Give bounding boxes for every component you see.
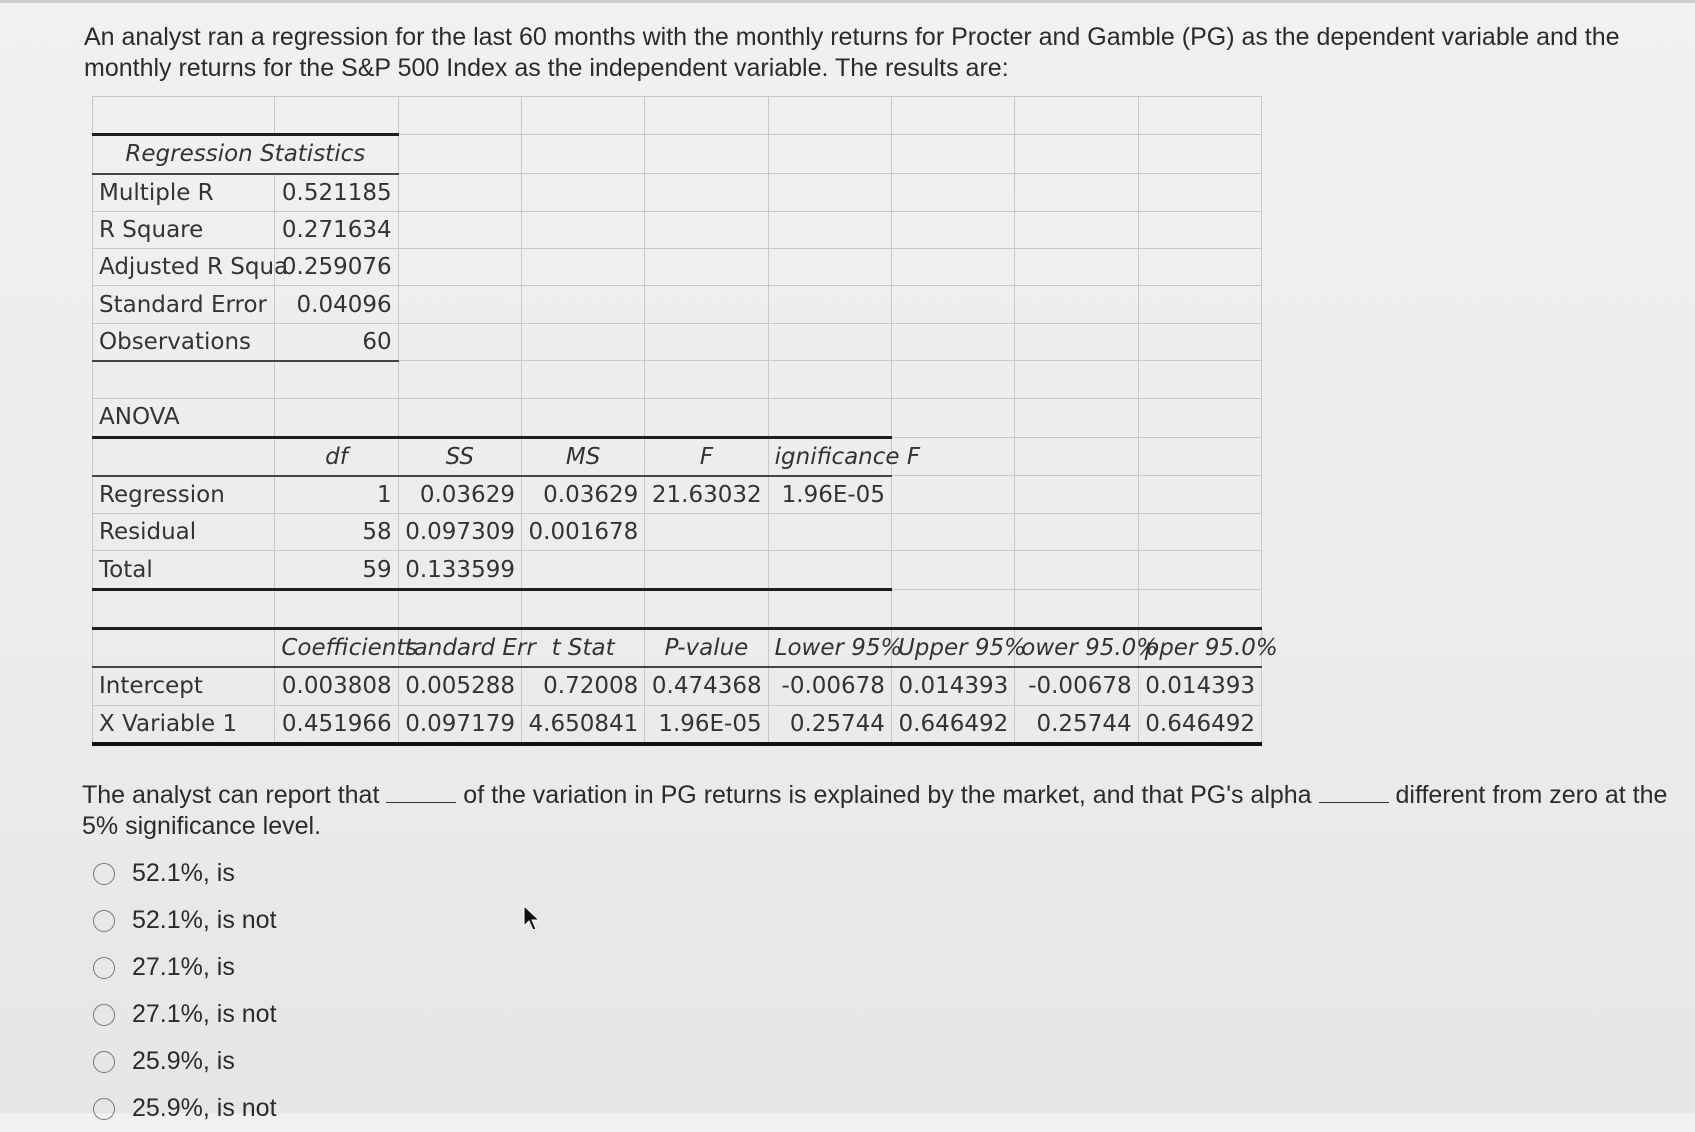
radio-button[interactable] <box>93 863 115 885</box>
coef-header: P-value <box>645 629 768 668</box>
coef-value: -0.00678 <box>768 667 891 705</box>
table-row <box>93 286 1262 323</box>
table-row <box>93 174 1262 212</box>
stat-value: 0.04096 <box>275 286 398 323</box>
anova-f <box>645 551 768 589</box>
answer-option[interactable] <box>93 897 277 944</box>
anova-sig: 1.96E-05 <box>768 476 891 514</box>
stat-label: Observations <box>93 323 275 361</box>
option-label: 25.9%, is not <box>132 1094 277 1122</box>
radio-button[interactable] <box>93 957 115 979</box>
coef-value: 0.003808 <box>275 667 398 705</box>
anova-header-ms: MS <box>521 437 644 476</box>
anova-ms <box>521 551 644 589</box>
table-row <box>93 249 1262 286</box>
anova-row-label: Total <box>93 551 275 589</box>
table-row <box>93 667 1262 705</box>
coef-value: 0.451966 <box>275 705 398 744</box>
coef-value: -0.00678 <box>1015 667 1138 705</box>
option-label: 27.1%, is <box>132 953 235 981</box>
option-label: 27.1%, is not <box>132 1000 277 1028</box>
anova-f <box>645 514 768 551</box>
anova-header-f: F <box>645 437 768 476</box>
coef-value: 0.474368 <box>645 667 768 705</box>
question-prompt <box>82 778 1682 842</box>
anova-sig <box>768 551 891 589</box>
answer-blank <box>1319 778 1389 803</box>
coef-value: 0.25744 <box>768 705 891 744</box>
radio-button[interactable] <box>93 910 115 932</box>
anova-header-df: df <box>275 437 398 476</box>
coef-row-label: X Variable 1 <box>93 705 275 744</box>
stat-value: 0.521185 <box>275 174 398 212</box>
coef-header: Upper 95% <box>891 629 1014 668</box>
anova-row-label: Regression <box>93 476 275 514</box>
answer-blank <box>386 778 456 803</box>
anova-ms: 0.001678 <box>521 514 644 551</box>
answer-options <box>93 850 277 1132</box>
radio-button[interactable] <box>93 1051 115 1073</box>
coef-value: 0.005288 <box>398 667 521 705</box>
top-divider <box>0 0 1695 3</box>
coef-value: 0.646492 <box>1138 705 1261 744</box>
stat-value: 0.271634 <box>275 211 398 248</box>
table-row <box>93 705 1262 744</box>
coef-value: 0.014393 <box>891 667 1014 705</box>
answer-option[interactable] <box>93 991 277 1038</box>
table-row <box>93 211 1262 248</box>
anova-df: 59 <box>275 551 398 589</box>
stat-value: 0.259076 <box>275 249 398 286</box>
answer-option[interactable] <box>93 1085 277 1132</box>
prompt-part-2: of the variation in PG returns is explained by the market, and that PG's alpha <box>463 781 1312 809</box>
coef-header: tandard Err <box>398 629 521 668</box>
coef-header: t Stat <box>521 629 644 668</box>
table-row <box>93 323 1262 361</box>
prompt-part-3: different from zero at the 5% significance level. <box>82 781 1668 840</box>
mouse-pointer-icon <box>523 905 541 931</box>
anova-ss: 0.133599 <box>398 551 521 589</box>
option-label: 52.1%, is <box>132 859 235 887</box>
anova-f: 21.63032 <box>645 476 768 514</box>
option-label: 52.1%, is not <box>132 906 277 934</box>
answer-option[interactable] <box>93 944 277 991</box>
answer-option[interactable] <box>93 850 277 897</box>
option-label: 25.9%, is <box>132 1047 235 1075</box>
coef-header: Coefficients <box>275 629 398 668</box>
anova-sig <box>768 514 891 551</box>
coef-value: 0.646492 <box>891 705 1014 744</box>
anova-df: 1 <box>275 476 398 514</box>
coef-value: 0.25744 <box>1015 705 1138 744</box>
coef-value: 0.014393 <box>1138 667 1261 705</box>
anova-title: ANOVA <box>93 399 275 437</box>
anova-row-label: Residual <box>93 514 275 551</box>
anova-ss: 0.03629 <box>398 476 521 514</box>
anova-df: 58 <box>275 514 398 551</box>
coef-header: ower 95.0% <box>1015 629 1138 668</box>
regression-statistics-title: Regression Statistics <box>93 135 399 174</box>
coef-row-label: Intercept <box>93 667 275 705</box>
coef-header: pper 95.0% <box>1138 629 1261 668</box>
radio-button[interactable] <box>93 1098 115 1120</box>
anova-ss: 0.097309 <box>398 514 521 551</box>
answer-option[interactable] <box>93 1038 277 1085</box>
coef-value: 0.72008 <box>521 667 644 705</box>
stat-label: R Square <box>93 211 275 248</box>
stat-label: Multiple R <box>93 174 275 212</box>
anova-ms: 0.03629 <box>521 476 644 514</box>
anova-header-significance: ignificance F <box>768 437 891 476</box>
table-row <box>93 476 1262 514</box>
question-text: An analyst ran a regression for the last 60 months with the monthly returns for Procter and Gamble (PG) as the dependent variable and the monthly returns for the S&P 500 Index as the independent variable. The results are: <box>84 23 1620 82</box>
table-row <box>93 514 1262 551</box>
coef-value: 1.96E-05 <box>645 705 768 744</box>
anova-header-ss: SS <box>398 437 521 476</box>
prompt-part-1: The analyst can report that <box>82 781 380 809</box>
stat-value: 60 <box>275 323 398 361</box>
coef-header: Lower 95% <box>768 629 891 668</box>
stat-label: Adjusted R Squa <box>93 249 275 286</box>
stat-label: Standard Error <box>93 286 275 323</box>
regression-output-table <box>92 96 1278 746</box>
radio-button[interactable] <box>93 1004 115 1026</box>
coef-value: 4.650841 <box>521 705 644 744</box>
coef-value: 0.097179 <box>398 705 521 744</box>
table-row <box>93 551 1262 589</box>
